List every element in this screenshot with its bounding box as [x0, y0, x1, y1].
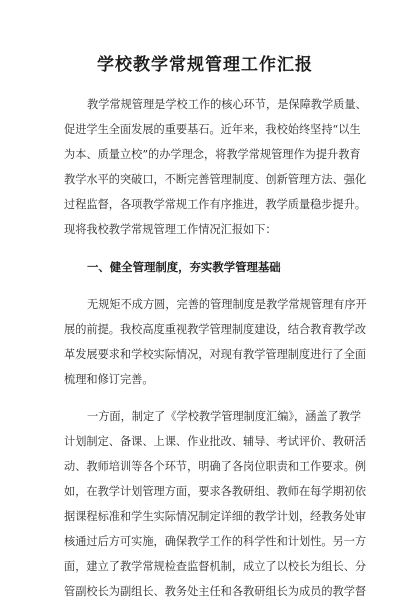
paragraph-3-line-7: 面，建立了教学常规检查监督机制，成立了以校长为组长、分 [64, 560, 367, 573]
paragraph-1-line-2: 促进学生全面发展的重要基石。近年来，我校始终坚持“以生 [64, 123, 361, 136]
paragraph-3-line-3: 动、教师培训等各个环节，明确了各岗位职责和工作要求。例 [64, 460, 367, 473]
paragraph-1-line-5: 过程监督，各项教学常规工作有序推进，教学质量稳步提升。 [64, 198, 367, 211]
paragraph-1-line-1: 教学常规管理是学校工作的核心环节，是保障教学质量、 [87, 98, 367, 111]
paragraph-3-line-4: 如，在教学计划管理方面，要求各教研组、教师在每学期初依 [64, 485, 367, 498]
paragraph-2-line-2: 展的前提。我校高度重视教学管理制度建设，结合教育教学改 [64, 323, 367, 336]
paragraph-3-line-8: 管副校长为副组长、教务处主任和各教研组长为成员的教学督 [64, 585, 367, 598]
paragraph-3-line-6: 核通过后方可实施，确保教学工作的科学性和计划性。另一方 [64, 535, 367, 548]
paragraph-1-line-4: 教学水平的突破口，不断完善管理制度、创新管理方法、强化 [64, 173, 367, 186]
paragraph-3-line-1: 一方面，制定了《学校教学管理制度汇编》，涵盖了教学 [87, 410, 362, 423]
paragraph-2-line-1: 无规矩不成方圆，完善的管理制度是教学常规管理有序开 [87, 298, 367, 311]
paragraph-2-line-3: 革发展要求和学校实际情况，对现有教学管理制度进行了全面 [64, 348, 367, 361]
paragraph-3-line-5: 据课程标准和学生实际情况制定详细的教学计划，经教务处审 [64, 510, 367, 523]
paragraph-3-line-2: 计划制定、备课、上课、作业批改、辅导、考试评价、教研活 [64, 435, 367, 448]
section-1-heading: 一、健全管理制度，夯实教学管理基础 [87, 260, 281, 274]
document-title: 学校教学常规管理工作汇报 [97, 55, 313, 75]
paragraph-1-line-3: 为本、质量立校”的办学理念，将教学常规管理作为提升教育 [64, 148, 361, 161]
paragraph-1-line-6: 现将我校教学常规管理工作情况汇报如下： [64, 223, 277, 236]
paragraph-2-line-4: 梳理和修订完善。 [64, 373, 154, 386]
